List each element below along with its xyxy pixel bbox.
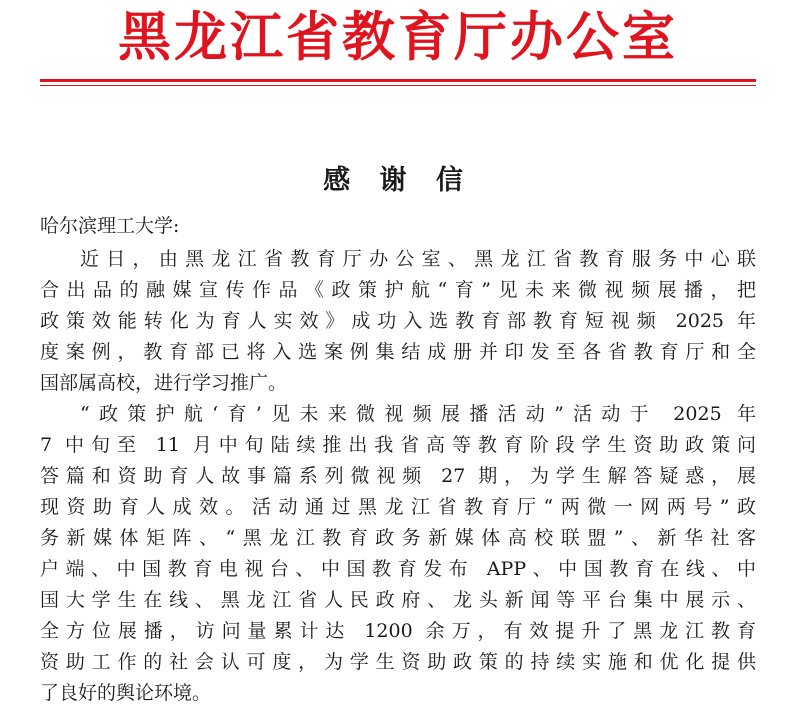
paragraph-line: 近日，由黑龙江省教育厅办公室、黑龙江省教育服务中心联 (80, 248, 756, 270)
paragraph-line: 资助工作的社会认可度，为学生资助政策的持续实施和优化提供 (40, 651, 756, 673)
paragraph-line: “政策护航‘育’见未来微视频展播活动”活动于 2025 年 (80, 403, 756, 425)
paragraph-line: 现资助育人成效。活动通过黑龙江省教育厅“两微一网两号”政 (40, 496, 756, 518)
paragraph-line: 户端、中国教育电视台、中国教育发布 APP、中国教育在线、中 (40, 558, 756, 580)
paragraph-line: 答篇和资助育人故事篇系列微视频 27 期，为学生解答疑惑，展 (40, 465, 756, 487)
paragraph-line: 国大学生在线、黑龙江省人民政府、龙头新闻等平台集中展示、 (40, 589, 756, 611)
salutation: 哈尔滨理工大学: (40, 215, 180, 237)
document-title: 感 谢 信 (323, 165, 473, 196)
paragraph-line: 全方位展播，访问量累计达 1200 余万，有效提升了黑龙江教育 (40, 620, 756, 642)
header-rule-thin (40, 85, 756, 86)
paragraph-line: 政策效能转化为育人实效》成功入选教育部教育短视频 2025 年 (40, 310, 756, 332)
paragraph-1 (40, 244, 756, 399)
header-rule-thick (40, 79, 756, 82)
paragraph-line: 合出品的融媒宣传作品《政策护航“育”见未来微视频展播，把 (40, 279, 756, 301)
paragraph-line: 务新媒体矩阵、“黑龙江教育政务新媒体高校联盟”、新华社客 (40, 527, 756, 549)
paragraph-line: 了良好的舆论环境。 (40, 682, 212, 704)
paragraph-line: 国部属高校，进行学习推广。 (40, 372, 288, 394)
paragraph-line: 7 中旬至 11 月中旬陆续推出我省高等教育阶段学生资助政策问 (40, 434, 756, 456)
paragraph-line: 度案例，教育部已将入选案例集结成册并印发至各省教育厅和全 (40, 341, 756, 363)
paragraph-2 (40, 399, 756, 709)
issuer-header: 黑龙江省教育厅办公室 (118, 7, 678, 68)
